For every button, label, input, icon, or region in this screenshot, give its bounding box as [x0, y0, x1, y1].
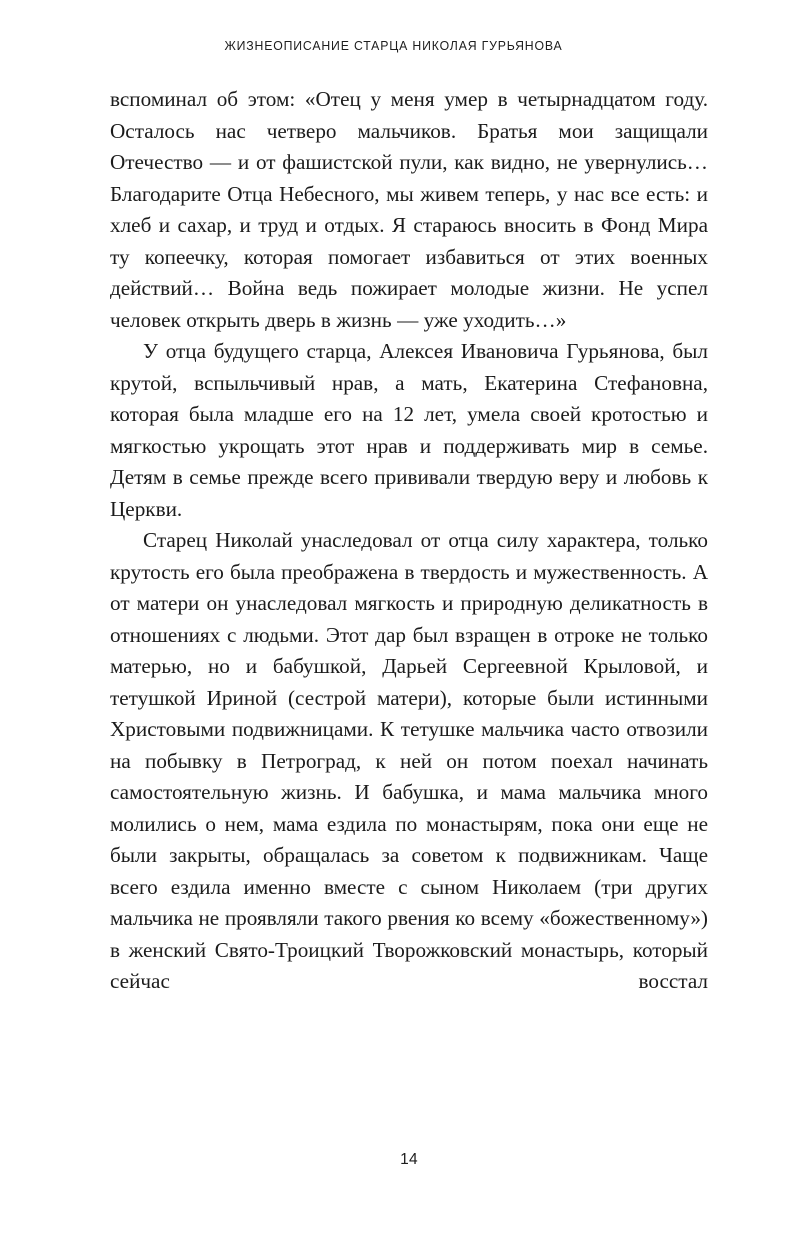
running-head: ЖИЗНЕОПИСАНИЕ СТАРЦА НИКОЛАЯ ГУРЬЯНОВА — [224, 38, 563, 53]
body-paragraph: У отца будущего старца, Алексея Ивановича Гурьянова, был крутой, вспыльчивый нрав, а мать, Екатерина Стефановна, которая была младше его на 12 лет, умела своей кротостью и мягкостью укрощать этот нрав и поддерживать мир в семье. Детям в семье прежде всего прививали твердую веру и любовь к Церкви. — [110, 339, 708, 521]
body-text-column — [110, 84, 708, 1029]
body-paragraph: вспоминал об этом: «Отец у меня умер в четырнадцатом году. Осталось нас четверо мальчиков. Братья мои защищали Отечество — и от фашистской пули, как видно, не увернулись… Благодарите Отца Небесного, мы живем теперь, у нас все есть: и хлеб и сахар, и труд и отдых. Я стараюсь вносить в Фонд Мира ту копеечку, которая помогает избавиться от этих военных действий… Война ведь пожирает молодые жизни. Не успел человек открыть дверь в жизнь — уже уходить…» — [110, 87, 708, 332]
body-paragraph: Старец Николай унаследовал от отца силу характера, только крутость его была преображена в твердость и мужественность. А от матери он унаследовал мягкость и природную деликатность в отношениях с людьми. Этот дар был взращен в отроке не только матерью, но и бабушкой, Дарьей Сергеевной Крыловой, и тетушкой Ириной (сестрой матери), которые были истинными Христовыми подвижницами. К тетушке мальчика часто отвозили на побывку в Петроград, к ней он потом поехал начинать самостоятельную жизнь. И бабушка, и мама мальчика много молились о нем, мама ездила по монастырям, пока они еще не были закрыты, обращалась за советом к подвижникам. Чаще всего ездила именно вместе с сыном Николаем (три других мальчика не проявляли такого рвения ко всему «божественному») в женский Свято-Троицкий Творожковский монастырь, который сейчас восстал — [110, 528, 708, 993]
page-number: 14 — [400, 1151, 418, 1168]
